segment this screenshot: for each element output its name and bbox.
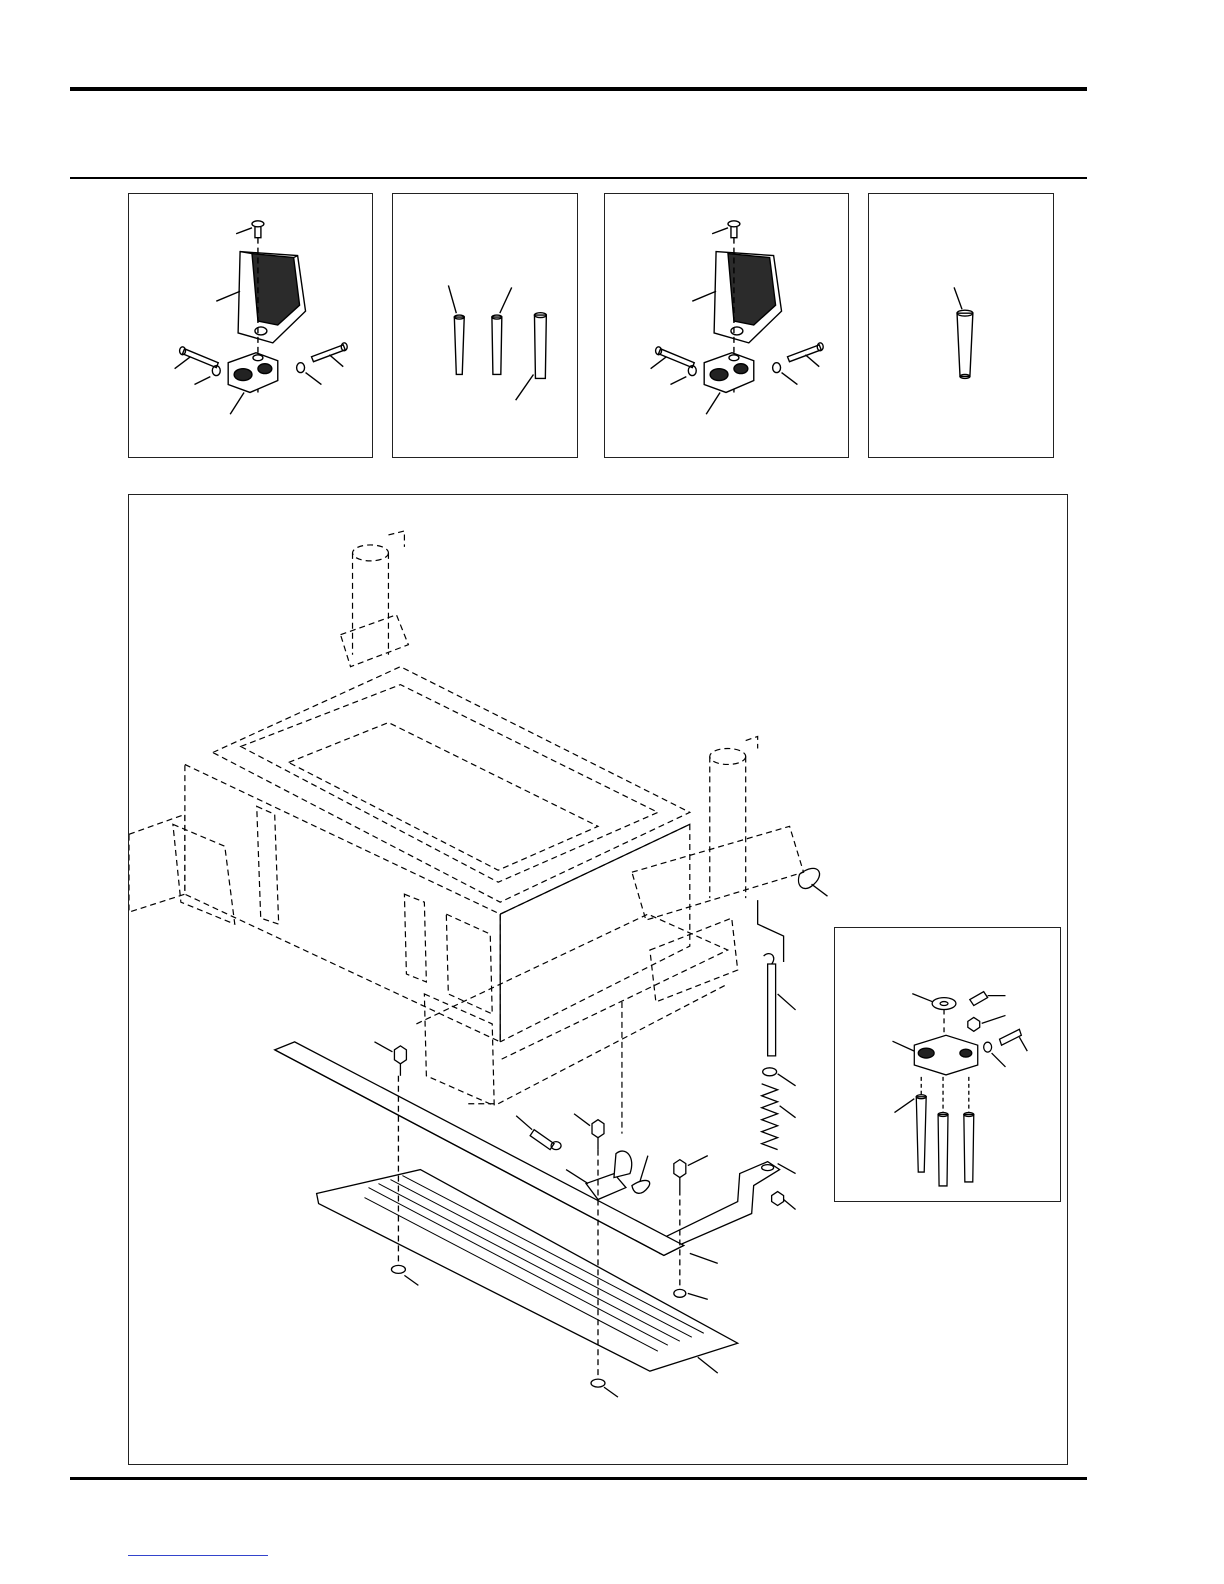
three-pins-drawing — [393, 194, 577, 457]
clamp-pins-drawing — [835, 928, 1060, 1201]
page-header-area — [70, 92, 1087, 176]
inset-panel-pedal-assembly-1 — [128, 193, 373, 458]
inset-panel-three-pins — [392, 193, 578, 458]
footer-rule — [70, 1477, 1087, 1480]
header-bottom-rule — [70, 177, 1087, 179]
single-pin-drawing — [869, 194, 1053, 457]
footer-link-underline[interactable] — [128, 1555, 268, 1556]
inset-panel-single-pin — [868, 193, 1054, 458]
pedal-assembly-drawing-2 — [605, 194, 848, 457]
pedal-assembly-drawing — [129, 194, 372, 457]
inset-panel-pedal-assembly-2 — [604, 193, 849, 458]
header-top-rule — [70, 87, 1087, 91]
inset-panel-clamp-pins — [834, 927, 1061, 1202]
